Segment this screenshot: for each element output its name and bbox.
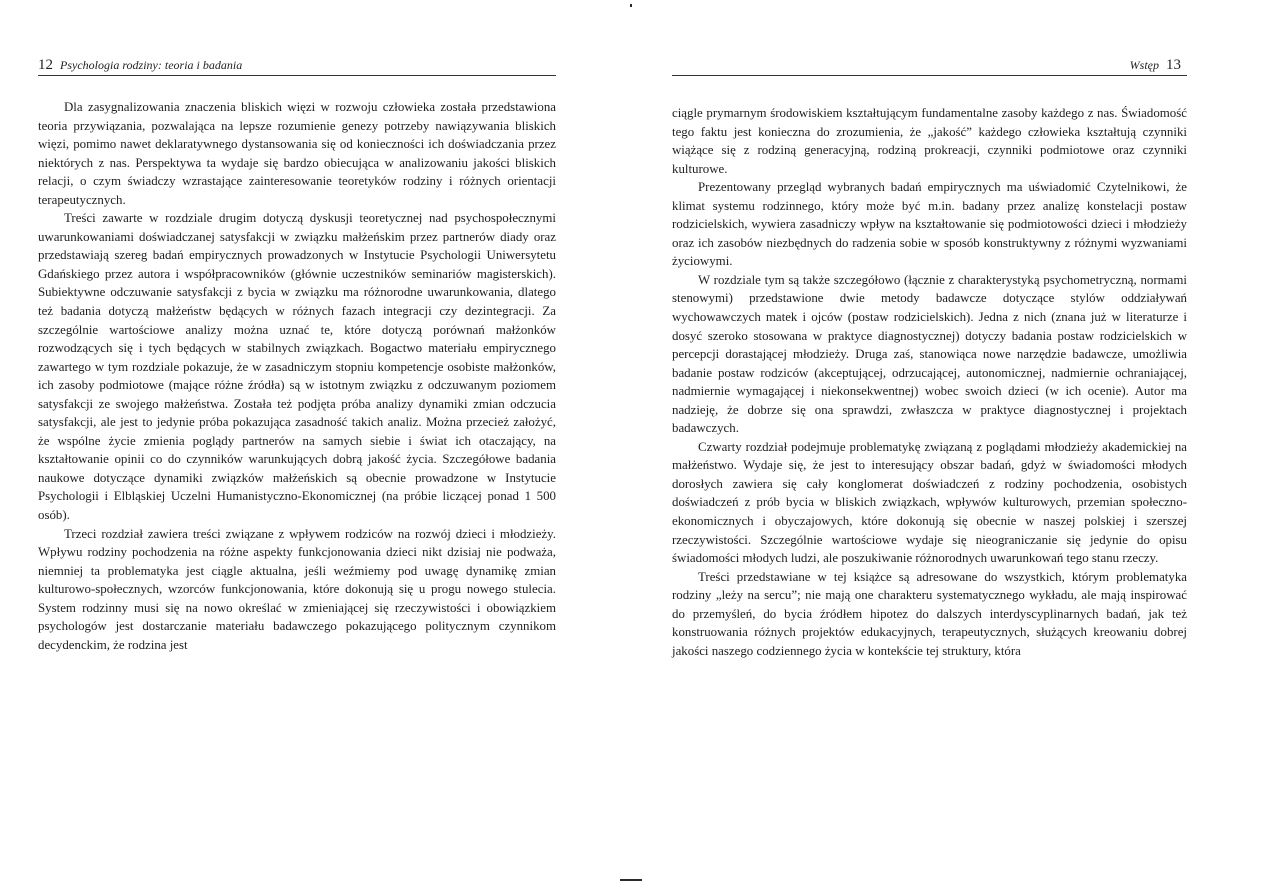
right-paragraph-4: Czwarty rozdział podejmuje problematykę związaną z poglądami młodzieży akademickiej na małżeństwo. Wydaje się, że jest to interesujący obszar badań, gdyż w świadomości młodych dorosłych zawiera się cały konglomerat doświadczeń z rodziny pochodzenia, osobistych doświadczeń z prób bycia w bliskich związkach, wpływów kulturowych, przemian społeczno-ekonomicznych i obyczajowych, które dokonują się obecnie w naszej polskiej i szerszej rzeczywistości. Szczególnie wartościowe wydaje się nieograniczanie się jedynie do opisu świadomości młodych ludzi, ale poszukiwanie różnorodnych uwarunkowań tego stanu rzeczy. bbox=[672, 439, 1187, 566]
left-running-title: Psychologia rodziny: teoria i badania bbox=[60, 58, 243, 72]
left-paragraph-2: Treści zawarte w rozdziale drugim dotyczą dyskusji teoretycznej nad psychospołecznymi uwarunkowaniami doświadczanej satysfakcji w związku małżeńskim przez partnerów diady oraz przedstawiają szereg badań empirycznych prowadzonych w Instytucie Psychologii Uniwersytetu Gdańskiego przez autora i współpracowników (głównie uczestników seminariów magisterskich). Subiektywne odczuwanie satysfakcji z bycia w związku ma różnorodne uwarunkowania, dlatego też badania dotyczą małżeństw będących w różnych fazach integracji czy dezintegracji. Za szczególnie wartościowe analizy można uznać te, które dotyczą porównań małżonków rozwodzących się i tych będących w stabilnych związkach. Bogactwo materiału empirycznego zawartego w tym rozdziale pokazuje, że w zasadniczym stopniu kompetencje osobiste małżonków, ich zasoby podmiotowe (mające różne źródła) są w istotnym związku z odczuwanym poziomem satysfakcji ze swojego małżeństwa. Została też podjęta próba analizy dynamiki zmian odczucia satysfakcji, ale jest to jedynie próba pokazująca zasadność takich analiz. Można przecież założyć, że wspólne życie zmienia poglądy partnerów na samych siebie i świat ich otaczający, na kształtowanie opinii co do czynników warunkujących dobrą jakość życia. Szczegółowe badania naukowe dotyczące dynamiki związków małżeńskich są obecnie prowadzone w Instytucie Psychologii i Elbląskiej Uczelni Humanistyczno-Ekonomicznej (na próbie liczącej ponad 1 500 osób). bbox=[38, 211, 556, 523]
left-page bbox=[0, 0, 631, 893]
gutter-mark-bottom bbox=[620, 879, 642, 881]
right-page-number: 13 bbox=[1166, 57, 1181, 73]
right-paragraph-3: W rozdziale tym są także szczegółowo (łącznie z charakterystyką psychometryczną, normami stenowymi) przedstawione dwie metody badawcze dotyczące stylów oddziaływań wychowawczych matek i ojców (postaw rodzicielskich). Jedna z nich (znana już w literaturze i dosyć szeroko stosowana w praktyce diagnostycznej) dotyczy badania postaw rodzicielskich w percepcji dorastającej młodzieży. Druga zaś, stanowiąca nowe narzędzie badawcze, umożliwia badanie postaw rodziców (akceptującej, odrzucającej, autonomicznej, nadmiernie ochraniającej, nadmiernie wymagającej i niekonsekwentnej) wobec swoich dzieci (w ich ocenie). Autor ma nadzieję, że dobrze się ona sprawdzi, zwłaszcza w praktyce diagnostycznej i projektach badawczych. bbox=[672, 272, 1187, 436]
right-running-title: Wstęp bbox=[1129, 58, 1159, 72]
right-paragraph-5: Treści przedstawiane w tej książce są adresowane do wszystkich, którym problematyka rodziny „leży na sercu”; nie mają one charakteru systematycznego wykładu, ale mają inspirować do przemyśleń, do bycia źródłem hipotez do dalszych interdyscyplinarnych badań, jak też konstruowania różnych projektów edukacyjnych, terapeutycznych, służących kreowaniu dobrej jakości naszego codziennego życia w kontekście tej struktury, która bbox=[672, 569, 1187, 658]
left-page-number: 12 bbox=[38, 57, 53, 73]
left-paragraph-1: Dla zasygnalizowania znaczenia bliskich więzi w rozwoju człowieka została przedstawiona teoria przywiązania, pozwalająca na lepsze rozumienie genezy potrzeby nawiązywania bliskich więzi, pomimo nawet deklaratywnego dystansowania się od konieczności ich doświadczania przez niektórych z nas. Perspektywa ta wydaje się bardzo obiecująca w analizowaniu jakości bliskich relacji, o czym świadczy wzrastające zainteresowanie teoretyków rodziny i różnych orientacji terapeutycznych. bbox=[38, 100, 556, 207]
left-body-text bbox=[38, 98, 556, 654]
right-page bbox=[631, 0, 1263, 893]
left-header-rule bbox=[38, 75, 556, 76]
right-header-rule bbox=[672, 75, 1187, 76]
left-paragraph-3: Trzeci rozdział zawiera treści związane z wpływem rodziców na rozwój dzieci i młodzieży. Wpływu rodziny pochodzenia na różne aspekty funkcjonowania dzieci nikt dzisiaj nie podważa, niemniej ta problematyka jest ciągle aktualna, jeśli weźmiemy pod uwagę dynamikę zmian kulturowo-społecznych, wzorców funkcjonowania, które dokonują się u progu nowego stulecia. System rodzinny musi się na nowo określać w zmieniającej się rzeczywistości i obowiązkiem psychologów jest dostarczanie materiału badawczego pokazującego politycznym czynnikom decydenckim, że rodzina jest bbox=[38, 526, 556, 652]
left-running-head bbox=[38, 56, 558, 74]
right-body-text bbox=[672, 104, 1187, 660]
right-paragraph-2: Prezentowany przegląd wybranych badań empirycznych ma uświadomić Czytelnikowi, że klimat systemu rodzinnego, który może być m.in. badany przez analizę konstelacji postaw rodzicielskich, wywiera zasadniczy wpływ na kształtowanie się podmiotowości dzieci i młodzieży oraz ich zasobów niezbędnych do radzenia sobie w sposób konstruktywny z różnymi wyzwaniami życiowymi. bbox=[672, 180, 1187, 269]
right-running-head bbox=[661, 56, 1181, 74]
right-paragraph-1: ciągle prymarnym środowiskiem kształtującym fundamentalne zasoby każdego z nas. Świadomość tego faktu jest konieczna do zrozumienia, że „jakość” każdego człowieka kształtują czynniki wiążące się z rodziną generacyjną, rodziną prokreacji, czynniki podmiotowe oraz czynniki kulturowe. bbox=[672, 106, 1187, 176]
